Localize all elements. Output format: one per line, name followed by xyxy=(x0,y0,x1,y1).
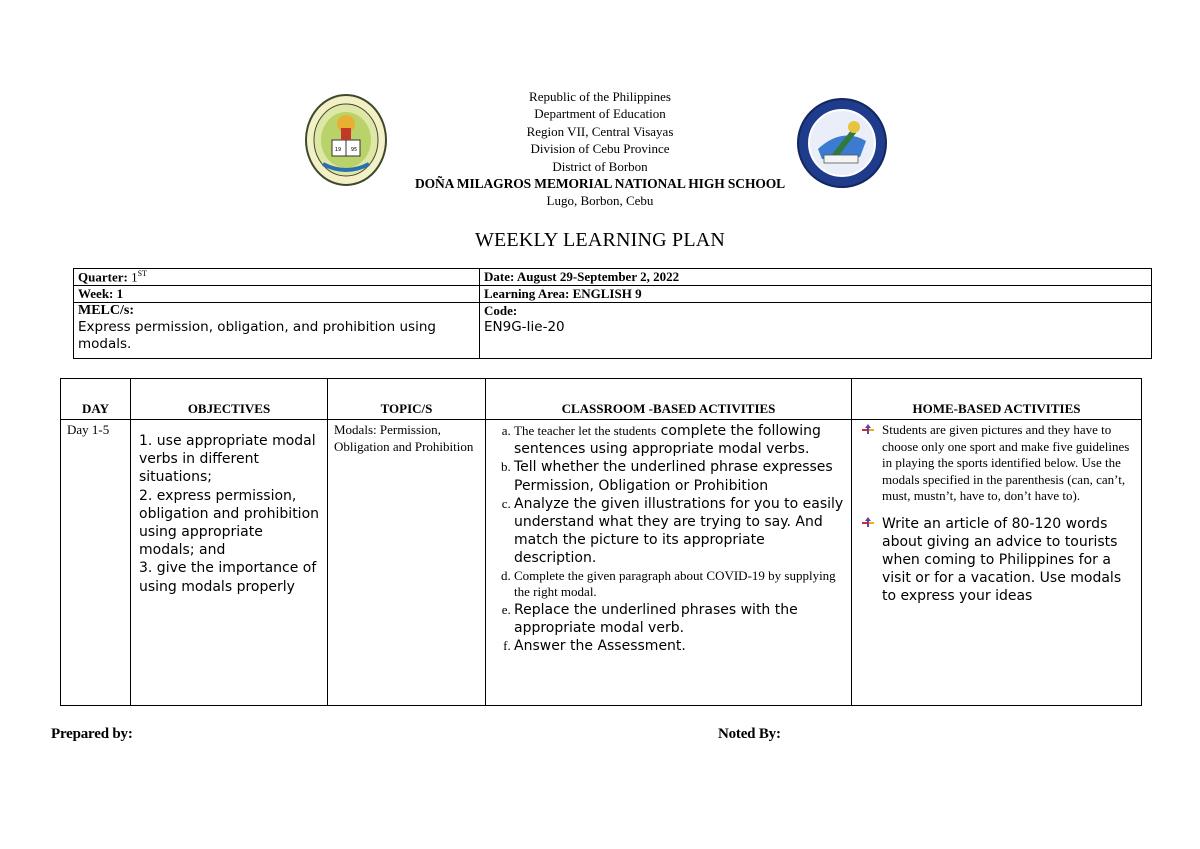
weekly-plan-table xyxy=(60,378,1142,706)
info-table xyxy=(73,268,1152,359)
activity-d: d. Complete the given paragraph about COVID-19 by supplying the right modal. xyxy=(514,568,845,601)
header-classroom-activities: CLASSROOM -BASED ACTIVITIES xyxy=(486,379,852,420)
header-day: DAY xyxy=(61,379,131,420)
objective-3: 3. give the importance of using modals properly xyxy=(139,560,317,595)
header-line-department: Department of Education xyxy=(534,106,666,122)
header-line-region: Region VII, Central Visayas xyxy=(526,123,674,139)
arrow-bullet-icon xyxy=(862,424,874,436)
quarter-label: Quarter: xyxy=(78,269,128,285)
objective-2: 2. express permission, obligation and prohibition using appropriate modals; and xyxy=(139,487,320,559)
header-topics: TOPIC/S xyxy=(328,379,486,420)
page-title: WEEKLY LEARNING PLAN xyxy=(474,229,726,251)
seal-year-right: 95 xyxy=(350,147,358,153)
header-line-republic: Republic of the Philippines xyxy=(529,89,671,104)
document-header xyxy=(300,88,900,210)
quarter-value: 1 xyxy=(131,269,138,285)
prepared-by-label: Prepared by: xyxy=(51,726,133,742)
code-value: EN9G-Iie-20 xyxy=(484,319,565,336)
header-line-district: District of Borbon xyxy=(552,158,648,174)
code-cell xyxy=(480,303,1152,359)
melc-label: MELC/s: xyxy=(78,303,134,319)
school-address: Lugo, Borbon, Cebu xyxy=(546,193,654,209)
learning-area-cell: Learning Area: ENGLISH 9 xyxy=(480,286,1152,303)
activity-a xyxy=(514,422,845,458)
date-cell: Date: August 29-September 2, 2022 xyxy=(480,269,1152,286)
noted-by-label: Noted By: xyxy=(718,726,781,742)
activity-a-rest: complete the following sentences using appropriate modal verbs. xyxy=(514,423,821,458)
home-activity-2-text: Write an article of 80-120 words about giving an advice to tourists when coming to Philippines for a visit or for a vacation. Use modals to express your ideas xyxy=(882,515,1122,605)
melc-value: Express permission, obligation, and prohibition using modals. xyxy=(78,319,436,353)
activity-e: e. Replace the underlined phrases with the appropriate modal verb. xyxy=(514,601,845,637)
arrow-bullet-icon xyxy=(862,517,874,529)
header-home-activities: HOME-BASED ACTIVITIES xyxy=(852,379,1142,420)
code-label: Code: xyxy=(484,303,518,319)
home-activity-2 xyxy=(882,515,1135,606)
quarter-cell xyxy=(74,269,480,286)
topics-cell: Modals: Permission, Obligation and Prohibition xyxy=(328,420,486,706)
week-cell: Week: 1 xyxy=(74,286,480,303)
activity-a-serif: The teacher let the students xyxy=(514,423,657,438)
objectives-cell xyxy=(131,420,328,706)
objective-1: 1. use appropriate modal verbs in different situations; xyxy=(139,433,316,486)
day-cell: Day 1-5 xyxy=(61,420,131,706)
activity-c: c. Analyze the given illustrations for you to easily understand what they are trying to say. And match the picture to its appropriate description. xyxy=(514,495,845,568)
quarter-suffix: ST xyxy=(137,269,147,278)
activity-b: b. Tell whether the underlined phrase expresses Permission, Obligation or Prohibition xyxy=(514,458,845,494)
classroom-activities-cell xyxy=(486,420,852,706)
school-name: DOÑA MILAGROS MEMORIAL NATIONAL HIGH SCHOOL xyxy=(414,176,786,192)
home-activities-cell xyxy=(852,420,1142,706)
melc-cell xyxy=(74,303,480,359)
activity-f: f. Answer the Assessment. xyxy=(514,637,845,655)
seal-year-left: 19 xyxy=(334,147,342,153)
home-activity-1-text: Students are given pictures and they have to choose only one sport and make five guidelines in playing the sports identified below. Use the modals specified in the parenthesis (can, can’t, must, mustn’t, have to, don’t have to). xyxy=(882,422,1130,503)
home-activity-1 xyxy=(882,422,1135,505)
header-line-division: Division of Cebu Province xyxy=(530,141,670,157)
header-objectives: OBJECTIVES xyxy=(131,379,328,420)
